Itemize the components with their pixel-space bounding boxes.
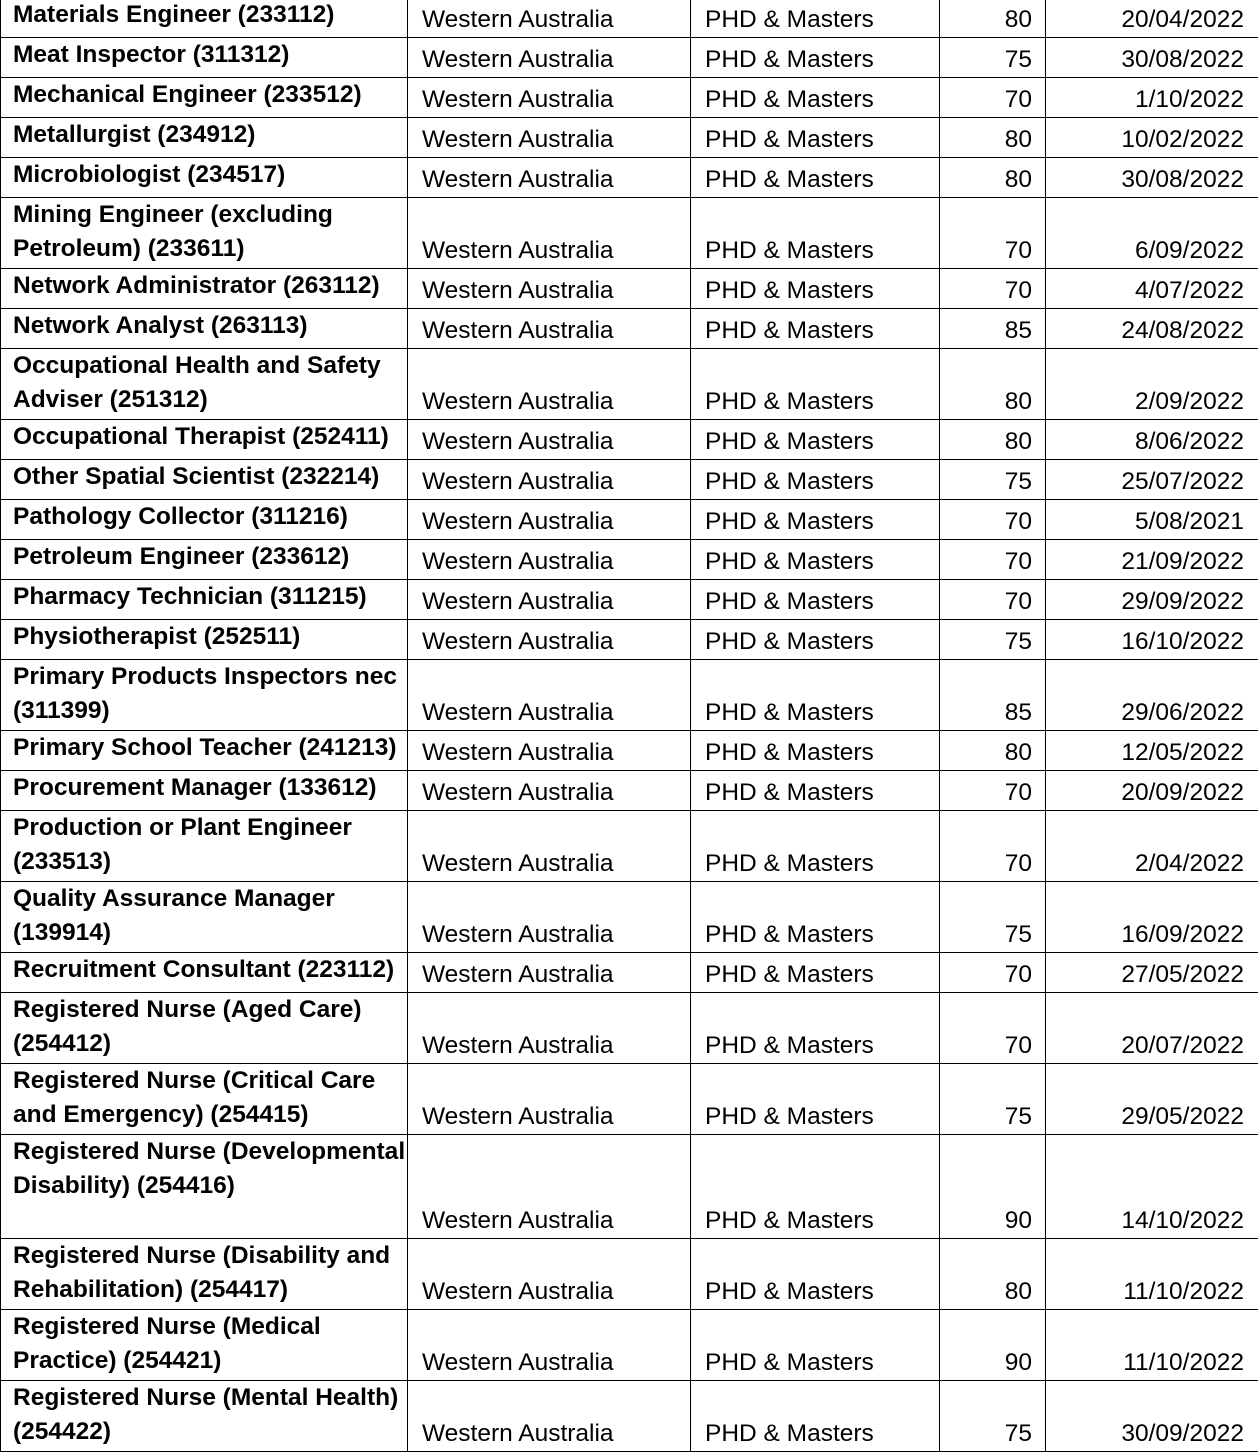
points-cell: 70: [940, 269, 1046, 309]
date-cell: 29/05/2022: [1046, 1064, 1258, 1135]
points-cell: 80: [940, 118, 1046, 158]
points-cell: 75: [940, 460, 1046, 500]
state-cell: Western Australia: [408, 309, 691, 349]
date-cell: 10/02/2022: [1046, 118, 1258, 158]
qualification-level-cell: PHD & Masters: [691, 38, 940, 78]
table-row: [1, 811, 1258, 882]
points-cell: 75: [940, 1381, 1046, 1452]
date-cell: 24/08/2022: [1046, 309, 1258, 349]
qualification-level-cell: PHD & Masters: [691, 882, 940, 953]
qualification-level-cell: PHD & Masters: [691, 500, 940, 540]
occupation-cell: Meat Inspector (311312): [1, 38, 408, 78]
occupation-cell: Network Analyst (263113): [1, 309, 408, 349]
qualification-level-cell: PHD & Masters: [691, 198, 940, 269]
date-cell: 16/10/2022: [1046, 620, 1258, 660]
points-cell: 70: [940, 500, 1046, 540]
points-cell: 70: [940, 198, 1046, 269]
points-cell: 70: [940, 540, 1046, 580]
qualification-level-cell: PHD & Masters: [691, 953, 940, 993]
date-cell: 8/06/2022: [1046, 420, 1258, 460]
occupation-cell: Mining Engineer (excluding Petroleum) (233611): [1, 198, 408, 269]
state-cell: Western Australia: [408, 420, 691, 460]
state-cell: Western Australia: [408, 882, 691, 953]
table-row: [1, 882, 1258, 953]
points-cell: 70: [940, 78, 1046, 118]
occupation-cell: Occupational Therapist (252411): [1, 420, 408, 460]
points-cell: 70: [940, 580, 1046, 620]
occupation-cell: Registered Nurse (Critical Care and Emergency) (254415): [1, 1064, 408, 1135]
state-cell: Western Australia: [408, 580, 691, 620]
state-cell: Western Australia: [408, 660, 691, 731]
state-cell: Western Australia: [408, 38, 691, 78]
state-cell: Western Australia: [408, 269, 691, 309]
points-cell: 80: [940, 0, 1046, 38]
table-row: [1, 660, 1258, 731]
table-row: [1, 269, 1258, 309]
date-cell: 29/09/2022: [1046, 580, 1258, 620]
points-cell: 75: [940, 882, 1046, 953]
points-cell: 80: [940, 420, 1046, 460]
occupation-cell: Materials Engineer (233112): [1, 0, 408, 38]
date-cell: 25/07/2022: [1046, 460, 1258, 500]
occupation-cell: Registered Nurse (Disability and Rehabilitation) (254417): [1, 1239, 408, 1310]
occupation-cell: Network Administrator (263112): [1, 269, 408, 309]
state-cell: Western Australia: [408, 118, 691, 158]
qualification-level-cell: PHD & Masters: [691, 993, 940, 1064]
table-row: [1, 620, 1258, 660]
occupation-cell: Primary Products Inspectors nec (311399): [1, 660, 408, 731]
points-cell: 90: [940, 1310, 1046, 1381]
state-cell: Western Australia: [408, 1064, 691, 1135]
date-cell: 6/09/2022: [1046, 198, 1258, 269]
state-cell: Western Australia: [408, 1239, 691, 1310]
points-cell: 80: [940, 1239, 1046, 1310]
occupation-cell: Procurement Manager (133612): [1, 771, 408, 811]
table-row: [1, 1135, 1258, 1239]
date-cell: 16/09/2022: [1046, 882, 1258, 953]
date-cell: 5/08/2021: [1046, 500, 1258, 540]
state-cell: Western Australia: [408, 811, 691, 882]
qualification-level-cell: PHD & Masters: [691, 540, 940, 580]
table-row: [1, 38, 1258, 78]
state-cell: Western Australia: [408, 500, 691, 540]
qualification-level-cell: PHD & Masters: [691, 580, 940, 620]
occupation-cell: Pharmacy Technician (311215): [1, 580, 408, 620]
points-cell: 70: [940, 953, 1046, 993]
state-cell: Western Australia: [408, 540, 691, 580]
occupation-cell: Registered Nurse (Mental Health) (254422): [1, 1381, 408, 1452]
qualification-level-cell: PHD & Masters: [691, 78, 940, 118]
table-row: [1, 118, 1258, 158]
date-cell: 14/10/2022: [1046, 1135, 1258, 1239]
points-cell: 90: [940, 1135, 1046, 1239]
qualification-level-cell: PHD & Masters: [691, 158, 940, 198]
table-row: [1, 1064, 1258, 1135]
qualification-level-cell: PHD & Masters: [691, 660, 940, 731]
qualification-level-cell: PHD & Masters: [691, 771, 940, 811]
qualification-level-cell: PHD & Masters: [691, 620, 940, 660]
date-cell: 21/09/2022: [1046, 540, 1258, 580]
points-cell: 80: [940, 158, 1046, 198]
qualification-level-cell: PHD & Masters: [691, 1381, 940, 1452]
table-row: [1, 78, 1258, 118]
qualification-level-cell: PHD & Masters: [691, 731, 940, 771]
points-cell: 80: [940, 731, 1046, 771]
occupation-cell: Registered Nurse (Medical Practice) (254421): [1, 1310, 408, 1381]
qualification-level-cell: PHD & Masters: [691, 1239, 940, 1310]
table-row: [1, 993, 1258, 1064]
occupation-cell: Pathology Collector (311216): [1, 500, 408, 540]
occupation-cell: Quality Assurance Manager (139914): [1, 882, 408, 953]
occupation-cell: Registered Nurse (Developmental Disability) (254416): [1, 1135, 408, 1239]
date-cell: 20/07/2022: [1046, 993, 1258, 1064]
state-cell: Western Australia: [408, 731, 691, 771]
state-cell: Western Australia: [408, 0, 691, 38]
qualification-level-cell: PHD & Masters: [691, 269, 940, 309]
qualification-level-cell: PHD & Masters: [691, 460, 940, 500]
qualification-level-cell: PHD & Masters: [691, 811, 940, 882]
state-cell: Western Australia: [408, 78, 691, 118]
date-cell: 1/10/2022: [1046, 78, 1258, 118]
date-cell: 29/06/2022: [1046, 660, 1258, 731]
table-row: [1, 500, 1258, 540]
date-cell: 27/05/2022: [1046, 953, 1258, 993]
occupation-cell: Metallurgist (234912): [1, 118, 408, 158]
qualification-level-cell: PHD & Masters: [691, 1064, 940, 1135]
qualification-level-cell: PHD & Masters: [691, 309, 940, 349]
date-cell: 30/08/2022: [1046, 158, 1258, 198]
table-row: [1, 309, 1258, 349]
points-cell: 75: [940, 620, 1046, 660]
date-cell: 2/09/2022: [1046, 349, 1258, 420]
table-row: [1, 349, 1258, 420]
table-row: [1, 580, 1258, 620]
table-row: [1, 1239, 1258, 1310]
occupation-table-body: [1, 0, 1258, 1452]
occupation-cell: Mechanical Engineer (233512): [1, 78, 408, 118]
occupation-cell: Physiotherapist (252511): [1, 620, 408, 660]
date-cell: 30/09/2022: [1046, 1381, 1258, 1452]
date-cell: 12/05/2022: [1046, 731, 1258, 771]
table-row: [1, 158, 1258, 198]
state-cell: Western Australia: [408, 158, 691, 198]
table-row: [1, 771, 1258, 811]
table-row: [1, 198, 1258, 269]
state-cell: Western Australia: [408, 198, 691, 269]
table-row: [1, 540, 1258, 580]
occupation-cell: Production or Plant Engineer (233513): [1, 811, 408, 882]
occupation-cell: Other Spatial Scientist (232214): [1, 460, 408, 500]
qualification-level-cell: PHD & Masters: [691, 420, 940, 460]
points-cell: 75: [940, 38, 1046, 78]
table-row: [1, 420, 1258, 460]
table-row: [1, 1310, 1258, 1381]
table-row: [1, 460, 1258, 500]
points-cell: 85: [940, 660, 1046, 731]
date-cell: 4/07/2022: [1046, 269, 1258, 309]
occupation-cell: Recruitment Consultant (223112): [1, 953, 408, 993]
points-cell: 75: [940, 1064, 1046, 1135]
date-cell: 11/10/2022: [1046, 1310, 1258, 1381]
qualification-level-cell: PHD & Masters: [691, 0, 940, 38]
state-cell: Western Australia: [408, 1310, 691, 1381]
state-cell: Western Australia: [408, 460, 691, 500]
date-cell: 20/04/2022: [1046, 0, 1258, 38]
points-cell: 85: [940, 309, 1046, 349]
points-cell: 80: [940, 349, 1046, 420]
state-cell: Western Australia: [408, 993, 691, 1064]
table-row: [1, 1381, 1258, 1452]
occupation-cell: Occupational Health and Safety Adviser (251312): [1, 349, 408, 420]
points-cell: 70: [940, 771, 1046, 811]
qualification-level-cell: PHD & Masters: [691, 1310, 940, 1381]
date-cell: 30/08/2022: [1046, 38, 1258, 78]
state-cell: Western Australia: [408, 620, 691, 660]
date-cell: 20/09/2022: [1046, 771, 1258, 811]
date-cell: 2/04/2022: [1046, 811, 1258, 882]
state-cell: Western Australia: [408, 1381, 691, 1452]
occupation-cell: Registered Nurse (Aged Care) (254412): [1, 993, 408, 1064]
points-cell: 70: [940, 811, 1046, 882]
state-cell: Western Australia: [408, 771, 691, 811]
qualification-level-cell: PHD & Masters: [691, 1135, 940, 1239]
state-cell: Western Australia: [408, 349, 691, 420]
qualification-level-cell: PHD & Masters: [691, 349, 940, 420]
table-row: [1, 953, 1258, 993]
date-cell: 11/10/2022: [1046, 1239, 1258, 1310]
state-cell: Western Australia: [408, 1135, 691, 1239]
table-row: [1, 0, 1258, 38]
table-row: [1, 731, 1258, 771]
occupation-cell: Petroleum Engineer (233612): [1, 540, 408, 580]
occupation-cell: Microbiologist (234517): [1, 158, 408, 198]
state-cell: Western Australia: [408, 953, 691, 993]
points-cell: 70: [940, 993, 1046, 1064]
occupation-cell: Primary School Teacher (241213): [1, 731, 408, 771]
qualification-level-cell: PHD & Masters: [691, 118, 940, 158]
